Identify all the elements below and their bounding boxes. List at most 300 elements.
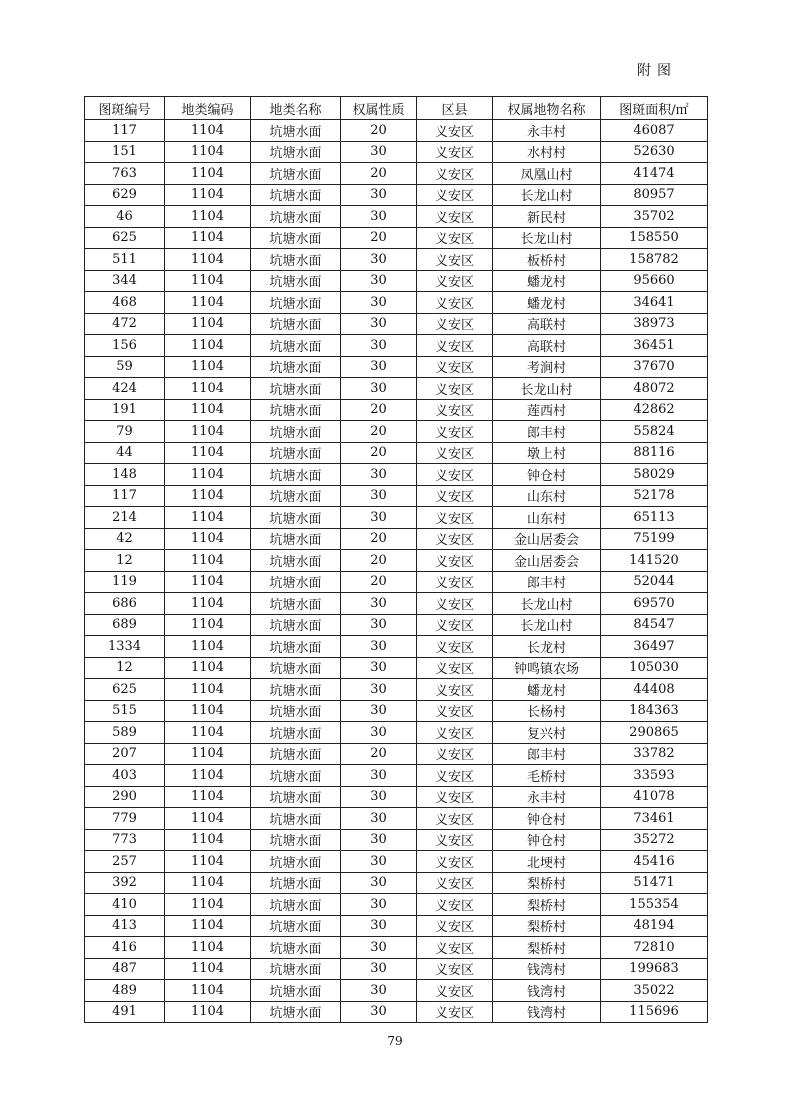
cell-owner-name: 山东村 bbox=[493, 485, 601, 507]
cell-owner-name: 金山居委会 bbox=[493, 528, 601, 550]
cell-land-name: 坑塘水面 bbox=[251, 765, 341, 787]
cell-land-code: 1104 bbox=[165, 808, 251, 830]
cell-district: 义安区 bbox=[417, 141, 493, 163]
cell-area: 42862 bbox=[601, 399, 708, 421]
cell-land-name: 坑塘水面 bbox=[251, 829, 341, 851]
cell-district: 义安区 bbox=[417, 421, 493, 443]
cell-ownership: 30 bbox=[341, 636, 417, 658]
cell-land-code: 1104 bbox=[165, 958, 251, 980]
cell-ownership: 30 bbox=[341, 937, 417, 959]
table-row bbox=[85, 980, 708, 1002]
cell-ownership: 30 bbox=[341, 292, 417, 314]
cell-ownership: 30 bbox=[341, 786, 417, 808]
cell-land-code: 1104 bbox=[165, 657, 251, 679]
cell-owner-name: 钟仓村 bbox=[493, 829, 601, 851]
table-row bbox=[85, 679, 708, 701]
cell-owner-name: 长龙山村 bbox=[493, 614, 601, 636]
cell-district: 义安区 bbox=[417, 808, 493, 830]
table-row bbox=[85, 765, 708, 787]
cell-district: 义安区 bbox=[417, 356, 493, 378]
cell-owner-name: 郎丰村 bbox=[493, 743, 601, 765]
cell-owner-name: 复兴村 bbox=[493, 722, 601, 744]
cell-land-name: 坑塘水面 bbox=[251, 958, 341, 980]
cell-district: 义安区 bbox=[417, 335, 493, 357]
cell-area: 48072 bbox=[601, 378, 708, 400]
table-row bbox=[85, 937, 708, 959]
cell-land-code: 1104 bbox=[165, 679, 251, 701]
cell-district: 义安区 bbox=[417, 270, 493, 292]
cell-area: 35022 bbox=[601, 980, 708, 1002]
table-row bbox=[85, 507, 708, 529]
cell-owner-name: 金山居委会 bbox=[493, 550, 601, 572]
cell-land-code: 1104 bbox=[165, 894, 251, 916]
cell-land-name: 坑塘水面 bbox=[251, 657, 341, 679]
cell-owner-name: 蟠龙村 bbox=[493, 270, 601, 292]
table-row bbox=[85, 571, 708, 593]
cell-owner-name: 凤凰山村 bbox=[493, 163, 601, 185]
cell-parcel-id: 468 bbox=[85, 292, 165, 314]
cell-parcel-id: 151 bbox=[85, 141, 165, 163]
cell-land-code: 1104 bbox=[165, 915, 251, 937]
cell-parcel-id: 290 bbox=[85, 786, 165, 808]
cell-district: 义安区 bbox=[417, 593, 493, 615]
table-row bbox=[85, 206, 708, 228]
cell-district: 义安区 bbox=[417, 313, 493, 335]
table-row bbox=[85, 270, 708, 292]
cell-owner-name: 蟠龙村 bbox=[493, 679, 601, 701]
table-row bbox=[85, 894, 708, 916]
cell-area: 65113 bbox=[601, 507, 708, 529]
cell-parcel-id: 763 bbox=[85, 163, 165, 185]
cell-ownership: 20 bbox=[341, 442, 417, 464]
cell-district: 义安区 bbox=[417, 958, 493, 980]
table-row bbox=[85, 442, 708, 464]
cell-ownership: 20 bbox=[341, 227, 417, 249]
cell-parcel-id: 148 bbox=[85, 464, 165, 486]
cell-ownership: 30 bbox=[341, 313, 417, 335]
cell-land-code: 1104 bbox=[165, 399, 251, 421]
table-row bbox=[85, 657, 708, 679]
cell-owner-name: 长龙山村 bbox=[493, 593, 601, 615]
cell-owner-name: 长杨村 bbox=[493, 700, 601, 722]
cell-owner-name: 钱湾村 bbox=[493, 958, 601, 980]
cell-parcel-id: 487 bbox=[85, 958, 165, 980]
cell-district: 义安区 bbox=[417, 227, 493, 249]
cell-parcel-id: 629 bbox=[85, 184, 165, 206]
cell-area: 184363 bbox=[601, 700, 708, 722]
cell-ownership: 30 bbox=[341, 808, 417, 830]
cell-owner-name: 梨桥村 bbox=[493, 894, 601, 916]
cell-owner-name: 新民村 bbox=[493, 206, 601, 228]
cell-owner-name: 钱湾村 bbox=[493, 980, 601, 1002]
column-header-land-name: 地类名称 bbox=[251, 97, 341, 120]
cell-area: 158550 bbox=[601, 227, 708, 249]
cell-owner-name: 钟仓村 bbox=[493, 464, 601, 486]
cell-parcel-id: 511 bbox=[85, 249, 165, 271]
table-body bbox=[85, 120, 708, 1023]
cell-land-code: 1104 bbox=[165, 335, 251, 357]
cell-parcel-id: 489 bbox=[85, 980, 165, 1002]
cell-owner-name: 毛桥村 bbox=[493, 765, 601, 787]
cell-land-name: 坑塘水面 bbox=[251, 722, 341, 744]
cell-owner-name: 长龙村 bbox=[493, 636, 601, 658]
cell-district: 义安区 bbox=[417, 249, 493, 271]
table-row bbox=[85, 872, 708, 894]
cell-parcel-id: 79 bbox=[85, 421, 165, 443]
cell-ownership: 20 bbox=[341, 163, 417, 185]
table-row bbox=[85, 700, 708, 722]
cell-parcel-id: 779 bbox=[85, 808, 165, 830]
cell-district: 义安区 bbox=[417, 614, 493, 636]
cell-owner-name: 蟠龙村 bbox=[493, 292, 601, 314]
cell-ownership: 30 bbox=[341, 722, 417, 744]
cell-ownership: 30 bbox=[341, 485, 417, 507]
cell-land-name: 坑塘水面 bbox=[251, 163, 341, 185]
cell-land-name: 坑塘水面 bbox=[251, 206, 341, 228]
cell-parcel-id: 344 bbox=[85, 270, 165, 292]
cell-parcel-id: 491 bbox=[85, 1001, 165, 1023]
cell-land-code: 1104 bbox=[165, 614, 251, 636]
cell-area: 88116 bbox=[601, 442, 708, 464]
cell-district: 义安区 bbox=[417, 700, 493, 722]
cell-owner-name: 长龙山村 bbox=[493, 227, 601, 249]
cell-parcel-id: 12 bbox=[85, 550, 165, 572]
cell-area: 55824 bbox=[601, 421, 708, 443]
cell-parcel-id: 472 bbox=[85, 313, 165, 335]
cell-parcel-id: 156 bbox=[85, 335, 165, 357]
cell-land-name: 坑塘水面 bbox=[251, 614, 341, 636]
cell-land-code: 1104 bbox=[165, 937, 251, 959]
cell-ownership: 20 bbox=[341, 743, 417, 765]
column-header-ownership: 权属性质 bbox=[341, 97, 417, 120]
cell-ownership: 30 bbox=[341, 915, 417, 937]
cell-area: 95660 bbox=[601, 270, 708, 292]
cell-owner-name: 郎丰村 bbox=[493, 571, 601, 593]
cell-land-code: 1104 bbox=[165, 765, 251, 787]
table-row bbox=[85, 464, 708, 486]
cell-land-code: 1104 bbox=[165, 872, 251, 894]
table-row bbox=[85, 786, 708, 808]
cell-land-code: 1104 bbox=[165, 184, 251, 206]
cell-land-code: 1104 bbox=[165, 851, 251, 873]
cell-district: 义安区 bbox=[417, 937, 493, 959]
cell-area: 155354 bbox=[601, 894, 708, 916]
table-row bbox=[85, 722, 708, 744]
cell-owner-name: 高联村 bbox=[493, 313, 601, 335]
cell-land-name: 坑塘水面 bbox=[251, 550, 341, 572]
cell-owner-name: 墩上村 bbox=[493, 442, 601, 464]
cell-land-name: 坑塘水面 bbox=[251, 894, 341, 916]
cell-land-code: 1104 bbox=[165, 593, 251, 615]
cell-parcel-id: 214 bbox=[85, 507, 165, 529]
column-header-parcel-id: 图斑编号 bbox=[85, 97, 165, 120]
cell-parcel-id: 44 bbox=[85, 442, 165, 464]
table-row bbox=[85, 528, 708, 550]
cell-ownership: 30 bbox=[341, 851, 417, 873]
cell-district: 义安区 bbox=[417, 743, 493, 765]
column-header-area: 图斑面积/㎡ bbox=[601, 97, 708, 120]
cell-owner-name: 水村村 bbox=[493, 141, 601, 163]
cell-land-code: 1104 bbox=[165, 485, 251, 507]
cell-land-code: 1104 bbox=[165, 743, 251, 765]
cell-ownership: 30 bbox=[341, 1001, 417, 1023]
cell-land-code: 1104 bbox=[165, 722, 251, 744]
cell-parcel-id: 117 bbox=[85, 120, 165, 142]
cell-land-name: 坑塘水面 bbox=[251, 808, 341, 830]
table-row bbox=[85, 249, 708, 271]
table-header-row bbox=[85, 97, 708, 120]
cell-land-name: 坑塘水面 bbox=[251, 915, 341, 937]
table-row bbox=[85, 399, 708, 421]
cell-land-name: 坑塘水面 bbox=[251, 227, 341, 249]
cell-ownership: 20 bbox=[341, 550, 417, 572]
cell-parcel-id: 59 bbox=[85, 356, 165, 378]
cell-owner-name: 山东村 bbox=[493, 507, 601, 529]
cell-district: 义安区 bbox=[417, 399, 493, 421]
cell-ownership: 30 bbox=[341, 765, 417, 787]
cell-ownership: 30 bbox=[341, 184, 417, 206]
cell-parcel-id: 773 bbox=[85, 829, 165, 851]
table-row bbox=[85, 1001, 708, 1023]
cell-ownership: 30 bbox=[341, 464, 417, 486]
cell-parcel-id: 625 bbox=[85, 227, 165, 249]
column-header-district: 区县 bbox=[417, 97, 493, 120]
cell-land-code: 1104 bbox=[165, 249, 251, 271]
table-row bbox=[85, 163, 708, 185]
column-header-owner-name: 权属地物名称 bbox=[493, 97, 601, 120]
cell-area: 105030 bbox=[601, 657, 708, 679]
cell-land-name: 坑塘水面 bbox=[251, 313, 341, 335]
cell-parcel-id: 191 bbox=[85, 399, 165, 421]
cell-land-code: 1104 bbox=[165, 270, 251, 292]
table-row bbox=[85, 829, 708, 851]
cell-area: 38973 bbox=[601, 313, 708, 335]
cell-parcel-id: 515 bbox=[85, 700, 165, 722]
cell-ownership: 30 bbox=[341, 958, 417, 980]
cell-district: 义安区 bbox=[417, 528, 493, 550]
cell-district: 义安区 bbox=[417, 378, 493, 400]
cell-land-name: 坑塘水面 bbox=[251, 679, 341, 701]
cell-ownership: 30 bbox=[341, 206, 417, 228]
cell-ownership: 30 bbox=[341, 378, 417, 400]
cell-area: 37670 bbox=[601, 356, 708, 378]
cell-parcel-id: 12 bbox=[85, 657, 165, 679]
table-row bbox=[85, 184, 708, 206]
cell-parcel-id: 392 bbox=[85, 872, 165, 894]
table-row bbox=[85, 120, 708, 142]
table-row bbox=[85, 743, 708, 765]
cell-parcel-id: 589 bbox=[85, 722, 165, 744]
cell-land-code: 1104 bbox=[165, 163, 251, 185]
cell-area: 44408 bbox=[601, 679, 708, 701]
cell-area: 46087 bbox=[601, 120, 708, 142]
cell-parcel-id: 410 bbox=[85, 894, 165, 916]
cell-land-name: 坑塘水面 bbox=[251, 249, 341, 271]
cell-area: 41474 bbox=[601, 163, 708, 185]
cell-ownership: 30 bbox=[341, 141, 417, 163]
cell-owner-name: 莲西村 bbox=[493, 399, 601, 421]
cell-area: 290865 bbox=[601, 722, 708, 744]
cell-owner-name: 长龙山村 bbox=[493, 184, 601, 206]
cell-owner-name: 郎丰村 bbox=[493, 421, 601, 443]
cell-area: 52044 bbox=[601, 571, 708, 593]
cell-parcel-id: 117 bbox=[85, 485, 165, 507]
table-row bbox=[85, 421, 708, 443]
cell-land-name: 坑塘水面 bbox=[251, 980, 341, 1002]
cell-district: 义安区 bbox=[417, 442, 493, 464]
cell-area: 48194 bbox=[601, 915, 708, 937]
cell-owner-name: 梨桥村 bbox=[493, 937, 601, 959]
cell-district: 义安区 bbox=[417, 679, 493, 701]
cell-owner-name: 北埂村 bbox=[493, 851, 601, 873]
cell-district: 义安区 bbox=[417, 657, 493, 679]
cell-ownership: 20 bbox=[341, 421, 417, 443]
cell-area: 115696 bbox=[601, 1001, 708, 1023]
cell-land-name: 坑塘水面 bbox=[251, 442, 341, 464]
table-row bbox=[85, 958, 708, 980]
table-row bbox=[85, 335, 708, 357]
cell-ownership: 30 bbox=[341, 335, 417, 357]
table-row bbox=[85, 227, 708, 249]
cell-district: 义安区 bbox=[417, 872, 493, 894]
table-row bbox=[85, 485, 708, 507]
cell-area: 141520 bbox=[601, 550, 708, 572]
cell-parcel-id: 686 bbox=[85, 593, 165, 615]
cell-land-name: 坑塘水面 bbox=[251, 270, 341, 292]
cell-owner-name: 钱湾村 bbox=[493, 1001, 601, 1023]
cell-land-name: 坑塘水面 bbox=[251, 399, 341, 421]
cell-ownership: 30 bbox=[341, 872, 417, 894]
cell-parcel-id: 257 bbox=[85, 851, 165, 873]
cell-parcel-id: 413 bbox=[85, 915, 165, 937]
cell-land-code: 1104 bbox=[165, 829, 251, 851]
table-row bbox=[85, 356, 708, 378]
cell-district: 义安区 bbox=[417, 163, 493, 185]
cell-district: 义安区 bbox=[417, 507, 493, 529]
cell-ownership: 30 bbox=[341, 980, 417, 1002]
cell-land-code: 1104 bbox=[165, 464, 251, 486]
cell-land-name: 坑塘水面 bbox=[251, 528, 341, 550]
cell-district: 义安区 bbox=[417, 829, 493, 851]
cell-land-code: 1104 bbox=[165, 786, 251, 808]
land-parcel-table bbox=[84, 96, 708, 1023]
cell-area: 51471 bbox=[601, 872, 708, 894]
cell-land-code: 1104 bbox=[165, 292, 251, 314]
cell-area: 75199 bbox=[601, 528, 708, 550]
cell-ownership: 20 bbox=[341, 399, 417, 421]
cell-district: 义安区 bbox=[417, 550, 493, 572]
cell-district: 义安区 bbox=[417, 765, 493, 787]
cell-district: 义安区 bbox=[417, 464, 493, 486]
cell-owner-name: 永丰村 bbox=[493, 786, 601, 808]
cell-land-code: 1104 bbox=[165, 571, 251, 593]
cell-parcel-id: 207 bbox=[85, 743, 165, 765]
cell-land-code: 1104 bbox=[165, 206, 251, 228]
cell-area: 33593 bbox=[601, 765, 708, 787]
cell-ownership: 30 bbox=[341, 249, 417, 271]
cell-ownership: 30 bbox=[341, 270, 417, 292]
cell-land-name: 坑塘水面 bbox=[251, 571, 341, 593]
cell-district: 义安区 bbox=[417, 894, 493, 916]
cell-ownership: 20 bbox=[341, 120, 417, 142]
cell-land-name: 坑塘水面 bbox=[251, 141, 341, 163]
cell-owner-name: 板桥村 bbox=[493, 249, 601, 271]
cell-area: 52178 bbox=[601, 485, 708, 507]
cell-owner-name: 考涧村 bbox=[493, 356, 601, 378]
cell-land-code: 1104 bbox=[165, 120, 251, 142]
cell-ownership: 30 bbox=[341, 829, 417, 851]
cell-land-code: 1104 bbox=[165, 550, 251, 572]
cell-district: 义安区 bbox=[417, 184, 493, 206]
cell-land-code: 1104 bbox=[165, 1001, 251, 1023]
table-row bbox=[85, 851, 708, 873]
cell-land-name: 坑塘水面 bbox=[251, 507, 341, 529]
cell-land-name: 坑塘水面 bbox=[251, 120, 341, 142]
cell-land-code: 1104 bbox=[165, 636, 251, 658]
cell-land-name: 坑塘水面 bbox=[251, 464, 341, 486]
cell-land-name: 坑塘水面 bbox=[251, 872, 341, 894]
cell-district: 义安区 bbox=[417, 1001, 493, 1023]
cell-land-name: 坑塘水面 bbox=[251, 786, 341, 808]
cell-owner-name: 高联村 bbox=[493, 335, 601, 357]
cell-land-name: 坑塘水面 bbox=[251, 593, 341, 615]
table-row bbox=[85, 808, 708, 830]
cell-ownership: 30 bbox=[341, 614, 417, 636]
table-row bbox=[85, 915, 708, 937]
cell-land-name: 坑塘水面 bbox=[251, 335, 341, 357]
cell-district: 义安区 bbox=[417, 120, 493, 142]
cell-ownership: 30 bbox=[341, 657, 417, 679]
cell-area: 36451 bbox=[601, 335, 708, 357]
cell-ownership: 30 bbox=[341, 356, 417, 378]
cell-owner-name: 钟仓村 bbox=[493, 808, 601, 830]
cell-land-code: 1104 bbox=[165, 141, 251, 163]
cell-area: 72810 bbox=[601, 937, 708, 959]
cell-parcel-id: 119 bbox=[85, 571, 165, 593]
cell-area: 80957 bbox=[601, 184, 708, 206]
cell-land-name: 坑塘水面 bbox=[251, 485, 341, 507]
cell-district: 义安区 bbox=[417, 571, 493, 593]
cell-district: 义安区 bbox=[417, 485, 493, 507]
cell-land-code: 1104 bbox=[165, 356, 251, 378]
cell-land-name: 坑塘水面 bbox=[251, 937, 341, 959]
cell-land-name: 坑塘水面 bbox=[251, 184, 341, 206]
cell-district: 义安区 bbox=[417, 636, 493, 658]
cell-area: 84547 bbox=[601, 614, 708, 636]
page-number: 79 bbox=[387, 1034, 403, 1048]
column-header-land-code: 地类编码 bbox=[165, 97, 251, 120]
cell-district: 义安区 bbox=[417, 206, 493, 228]
table-row bbox=[85, 550, 708, 572]
cell-area: 45416 bbox=[601, 851, 708, 873]
cell-parcel-id: 416 bbox=[85, 937, 165, 959]
cell-land-name: 坑塘水面 bbox=[251, 700, 341, 722]
table-row bbox=[85, 292, 708, 314]
cell-area: 41078 bbox=[601, 786, 708, 808]
cell-area: 158782 bbox=[601, 249, 708, 271]
cell-land-name: 坑塘水面 bbox=[251, 378, 341, 400]
cell-owner-name: 长龙山村 bbox=[493, 378, 601, 400]
cell-district: 义安区 bbox=[417, 980, 493, 1002]
cell-district: 义安区 bbox=[417, 292, 493, 314]
cell-land-code: 1104 bbox=[165, 227, 251, 249]
cell-district: 义安区 bbox=[417, 915, 493, 937]
cell-parcel-id: 403 bbox=[85, 765, 165, 787]
cell-area: 69570 bbox=[601, 593, 708, 615]
cell-land-code: 1104 bbox=[165, 378, 251, 400]
table-row bbox=[85, 313, 708, 335]
cell-ownership: 20 bbox=[341, 571, 417, 593]
